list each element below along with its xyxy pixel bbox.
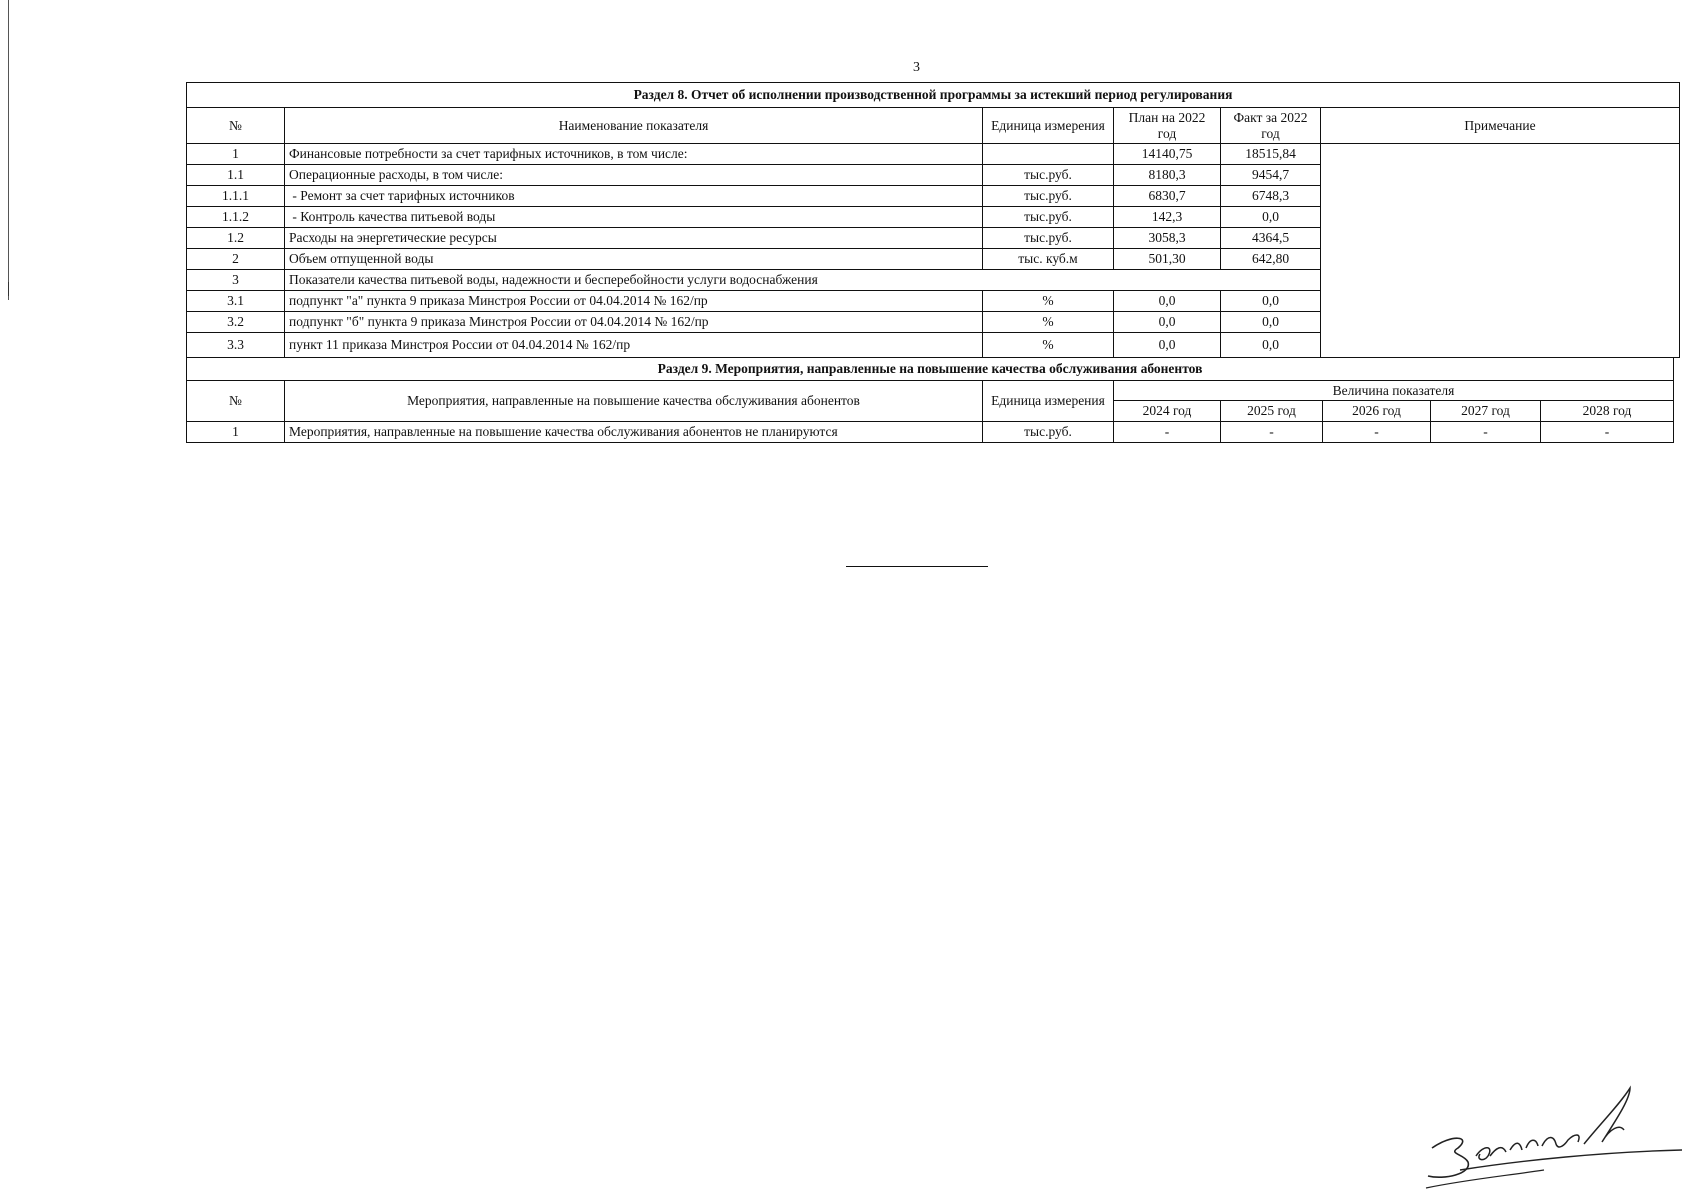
cell-plan: 0,0 (1114, 312, 1221, 333)
header-year: 2025 год (1221, 401, 1323, 422)
header-plan: План на 2022 год (1114, 108, 1221, 144)
cell-no: 1.1 (187, 165, 285, 186)
cell-fact: 0,0 (1221, 207, 1321, 228)
cell-name: - Контроль качества питьевой воды (285, 207, 983, 228)
cell-value: - (1323, 422, 1431, 443)
cell-fact: 642,80 (1221, 249, 1321, 270)
cell-plan: 8180,3 (1114, 165, 1221, 186)
cell-fact: 9454,7 (1221, 165, 1321, 186)
header-fact: Факт за 2022 год (1221, 108, 1321, 144)
cell-name: пункт 11 приказа Минстроя России от 04.04.2014 № 162/пр (285, 333, 983, 358)
cell-name: подпункт "а" пункта 9 приказа Минстроя России от 04.04.2014 № 162/пр (285, 291, 983, 312)
cell-unit: тыс.руб. (983, 207, 1114, 228)
cell-plan: 501,30 (1114, 249, 1221, 270)
cell-fact: 0,0 (1221, 291, 1321, 312)
cell-no: 3.3 (187, 333, 285, 358)
cell-plan: 14140,75 (1114, 144, 1221, 165)
cell-value: - (1221, 422, 1323, 443)
section9-header-row (187, 381, 1674, 401)
cell-name: Операционные расходы, в том числе: (285, 165, 983, 186)
cell-unit: тыс.руб. (983, 228, 1114, 249)
cell-no: 1.2 (187, 228, 285, 249)
cell-no: 3 (187, 270, 285, 291)
header-year: 2027 год (1431, 401, 1541, 422)
cell-value: - (1114, 422, 1221, 443)
cell-unit: % (983, 333, 1114, 358)
signature (1424, 1084, 1688, 1192)
cell-plan: 6830,7 (1114, 186, 1221, 207)
section8-title: Раздел 8. Отчет об исполнении производственной программы за истекший период регулирования (187, 83, 1680, 108)
section8-header-row (187, 108, 1680, 144)
cell-unit: тыс. куб.м (983, 249, 1114, 270)
cell-unit: тыс.руб. (983, 422, 1114, 443)
cell-plan: 3058,3 (1114, 228, 1221, 249)
cell-no: 1 (187, 422, 285, 443)
cell-no: 3.1 (187, 291, 285, 312)
scan-mark (8, 282, 9, 296)
cell-unit: % (983, 291, 1114, 312)
closing-divider (846, 566, 988, 567)
cell-name: Мероприятия, направленные на повышение качества обслуживания абонентов не планируются (285, 422, 983, 443)
cell-fact: 6748,3 (1221, 186, 1321, 207)
header-no: № (187, 108, 285, 144)
section9-title: Раздел 9. Мероприятия, направленные на повышение качества обслуживания абонентов (187, 358, 1674, 381)
header-year: 2028 год (1541, 401, 1674, 422)
cell-unit (983, 144, 1114, 165)
cell-fact: 4364,5 (1221, 228, 1321, 249)
cell-unit: % (983, 312, 1114, 333)
table-row (187, 144, 1680, 165)
cell-plan: 142,3 (1114, 207, 1221, 228)
cell-fact: 0,0 (1221, 333, 1321, 358)
cell-no: 1.1.2 (187, 207, 285, 228)
cell-no: 2 (187, 249, 285, 270)
cell-plan: 0,0 (1114, 333, 1221, 358)
cell-no: 3.2 (187, 312, 285, 333)
page-number: 3 (913, 60, 920, 75)
cell-name: Объем отпущенной воды (285, 249, 983, 270)
header-name: Мероприятия, направленные на повышение качества обслуживания абонентов (285, 381, 983, 422)
cell-plan: 0,0 (1114, 291, 1221, 312)
cell-name: подпункт "б" пункта 9 приказа Минстроя России от 04.04.2014 № 162/пр (285, 312, 983, 333)
table-row (187, 422, 1674, 443)
cell-unit: тыс.руб. (983, 165, 1114, 186)
scan-edge (8, 0, 9, 300)
cell-value: - (1541, 422, 1674, 443)
note-cell (1321, 144, 1680, 358)
header-name: Наименование показателя (285, 108, 983, 144)
header-year: 2024 год (1114, 401, 1221, 422)
header-year: 2026 год (1323, 401, 1431, 422)
report-sheet (186, 82, 1680, 443)
cell-fact: 0,0 (1221, 312, 1321, 333)
header-no: № (187, 381, 285, 422)
cell-unit: тыс.руб. (983, 186, 1114, 207)
cell-value: - (1431, 422, 1541, 443)
header-value: Величина показателя (1114, 381, 1674, 401)
header-unit: Единица измерения (983, 381, 1114, 422)
cell-name: Показатели качества питьевой воды, надежности и бесперебойности услуги водоснабжения (285, 270, 1321, 291)
header-note: Примечание (1321, 108, 1680, 144)
header-unit: Единица измерения (983, 108, 1114, 144)
section8-table (186, 82, 1680, 358)
cell-no: 1 (187, 144, 285, 165)
cell-name: Финансовые потребности за счет тарифных источников, в том числе: (285, 144, 983, 165)
cell-name: - Ремонт за счет тарифных источников (285, 186, 983, 207)
cell-name: Расходы на энергетические ресурсы (285, 228, 983, 249)
cell-no: 1.1.1 (187, 186, 285, 207)
cell-fact: 18515,84 (1221, 144, 1321, 165)
section9-table (186, 357, 1674, 443)
